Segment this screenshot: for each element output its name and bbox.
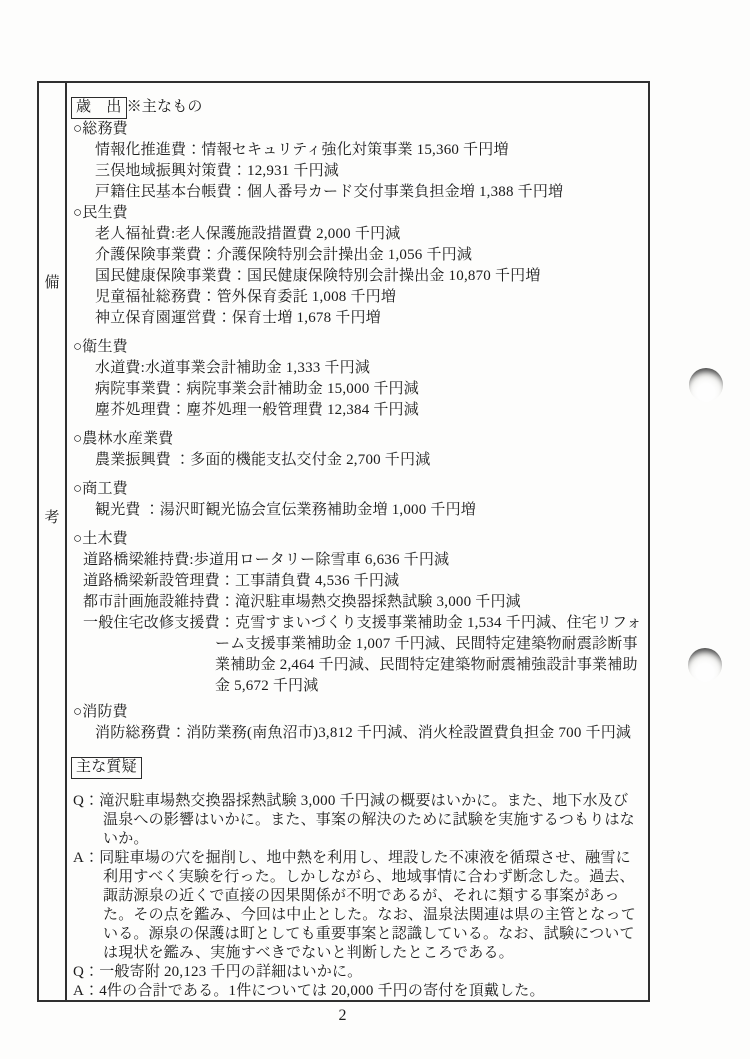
remarks-content	[67, 83, 648, 1000]
expenditure-title-box: 歳 出	[71, 97, 127, 119]
qa-title-box: 主な質疑	[71, 757, 142, 779]
budget-remarks-table	[37, 81, 650, 1002]
budget-item: 道路橋梁維持費:歩道用ロータリー除雪車 6,636 千円減	[83, 552, 450, 568]
scan-artifact-hole	[689, 368, 723, 402]
budget-item: 病院事業費：病院事業会計補助金 15,000 千円減	[95, 381, 419, 397]
budget-item: 一般住宅改修支援費：克雪すまいづくり支援事業補助金 1,534 千円減、住宅リフォーム支援事業補助金 1,007 千円減、民間特定建築物耐震診断事業補助金 2,464 千円減、民間特定建築物耐震補強設計事業補助金 5,672 千円減	[83, 615, 642, 694]
budget-item: 戸籍住民基本台帳費：個人番号カード交付事業負担金増 1,388 千円増	[95, 184, 564, 200]
remarks-column-char-kou: 考	[44, 510, 60, 526]
budget-item: 農業振興費 ：多面的機能支払交付金 2,700 千円減	[95, 452, 431, 468]
qa-question: Q：一般寄附 20,123 千円の詳細はいかに。	[73, 964, 363, 980]
expenditure-header	[71, 97, 643, 119]
budget-item: 神立保育園運営費：保育士増 1,678 千円増	[95, 310, 381, 326]
budget-item: 消防総務費：消防業務(南魚沼市)3,812 千円減、消火栓設置費負担金 700 千円減	[95, 725, 632, 741]
section-title-nourinsuisangyouhi: ○農林水産業費	[73, 431, 174, 447]
page-number: 2	[338, 1007, 347, 1024]
budget-item: 情報化推進費：情報セキュリティ強化対策事業 15,360 千円増	[95, 142, 509, 158]
section-title-shoubouhi: ○消防費	[73, 704, 128, 720]
budget-item: 観光費 ：湯沢町観光協会宣伝業務補助金増 1,000 千円増	[95, 502, 477, 518]
budget-item: 都市計画施設維持費：滝沢駐車場熱交換器採熱試験 3,000 千円減	[83, 594, 521, 610]
remarks-column	[39, 83, 67, 1000]
qa-block	[71, 792, 643, 1001]
budget-item: 老人福祉費:老人保護施設措置費 2,000 千円減	[95, 226, 401, 242]
qa-answer: A：4件の合計である。1件については 20,000 千円の寄付を頂戴した。	[73, 983, 545, 999]
section-title-shoukouhi: ○商工費	[73, 481, 128, 497]
expenditure-note: ※主なもの	[126, 99, 203, 115]
qa-header	[71, 757, 643, 779]
scan-artifact-hole	[688, 648, 722, 682]
section-title-eiseihi: ○衛生費	[73, 339, 128, 355]
budget-item: 塵芥処理費：塵芥処理一般管理費 12,384 千円減	[95, 402, 419, 418]
budget-item: 水道費:水道事業会計補助金 1,333 千円減	[95, 360, 371, 376]
budget-item: 国民健康保険事業費：国民健康保険特別会計操出金 10,870 千円増	[95, 268, 541, 284]
qa-question: Q：滝沢駐車場熱交換器採熱試験 3,000 千円減の概要はいかに。また、地下水及び温泉への影響はいかに。また、事案の解決のために試験を実施するつもりはないか。	[73, 793, 635, 847]
section-title-dobokuhi: ○土木費	[73, 531, 128, 547]
remarks-column-char-bi: 備	[44, 275, 60, 291]
section-title-minseihi: ○民生費	[73, 205, 128, 221]
budget-item: 三俣地域振興対策費：12,931 千円減	[95, 163, 340, 179]
section-title-soumuhi: ○総務費	[73, 121, 128, 137]
budget-item: 介護保険事業費：介護保険特別会計操出金 1,056 千円減	[95, 247, 473, 263]
qa-answer: A：同駐車場の穴を掘削し、地中熱を利用し、埋設した不凍液を循環させ、融雪に利用すべく実験を行った。しかしながら、地域事情に合わず断念した。過去、諏訪源泉の近くで直接の因果関係が不明であるが、それに類する事案があった。その点を鑑み、今回は中止とした。なお、温泉法関連は県の主管となっている。源泉の保護は町としても重要事案と認識している。なお、試験については現状を鑑み、実施すべきでないと判断したところである。	[73, 850, 636, 961]
budget-item: 道路橋梁新設管理費：工事請負費 4,536 千円減	[83, 573, 400, 589]
budget-item: 児童福祉総務費：管外保育委託 1,008 千円増	[95, 289, 397, 305]
